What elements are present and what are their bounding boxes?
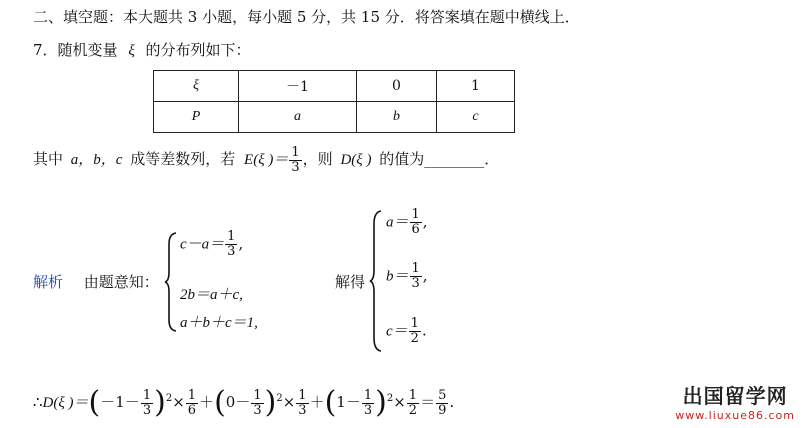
variance-calculation: ∴D(ξ )＝(－1－ $\frac{1}{3}$ )$^2$× $\frac{1}{6}$ ＋(0－ $\frac{1}{3}$ )$^2$× $\frac{1}{3}$ ＋(1－ $\frac{1}{3}$ )$^2$× $\frac{1}{2}$ ＝ $\frac{5}{9}$ . [33,385,455,420]
table-cell: c [437,102,515,133]
table-cell: ξ [154,71,239,102]
watermark-logo [675,380,795,422]
table-row [154,102,515,133]
condition-line [33,143,499,176]
question-suffix: 的分布列如下： [145,41,251,59]
left-brace-icon [164,232,178,332]
solution-label: 解析 [33,273,64,291]
table-cell: a [239,102,357,133]
expectation-fraction: $\frac{1}{3}$ [291,144,300,175]
system-equation: a＋b＋c＝1, [180,315,258,331]
question-line [33,39,251,60]
question-var: ξ [128,43,135,59]
watermark-title: 出国留学网 [682,384,788,408]
distribution-table [153,70,515,133]
result-equation: b＝ $\frac{1}{3}$ , [386,261,428,291]
solution-line [33,271,159,292]
cond-vars: a，b，c [70,152,123,168]
system-equation: 2b＝a＋c, [180,287,243,303]
cond-then: ，则 [302,150,333,168]
question-prefix: 7．随机变量 [33,41,118,59]
cond-end: 的值为________． [379,150,500,168]
system-equation: c－a＝ $\frac{1}{3}$ , [180,229,244,259]
table-cell: b [357,102,437,133]
result-equation: c＝ $\frac{1}{2}$ . [386,316,427,346]
solution-intro: 由题意知： [83,273,159,291]
result-equation: a＝ $\frac{1}{6}$ , [386,207,428,237]
watermark-url: www.liuxue86.com [675,409,795,422]
variance-expr: D(ξ ) [340,152,372,168]
table-cell: －1 [239,71,357,102]
table-cell: 0 [357,71,437,102]
solve-label: 解得 [335,273,366,291]
cond-pre: 其中 [33,150,64,168]
table-row [154,71,515,102]
left-brace-icon [369,210,383,352]
cond-mid: 成等差数列，若 [130,150,236,168]
table-cell: 1 [437,71,515,102]
expectation-expr: E(ξ )＝ [244,152,289,168]
table-cell: P [154,102,239,133]
section-heading: 二、填空题：本大题共 3 小题，每小题 5 分，共 15 分．将答案填在题中横线上． [33,8,580,26]
